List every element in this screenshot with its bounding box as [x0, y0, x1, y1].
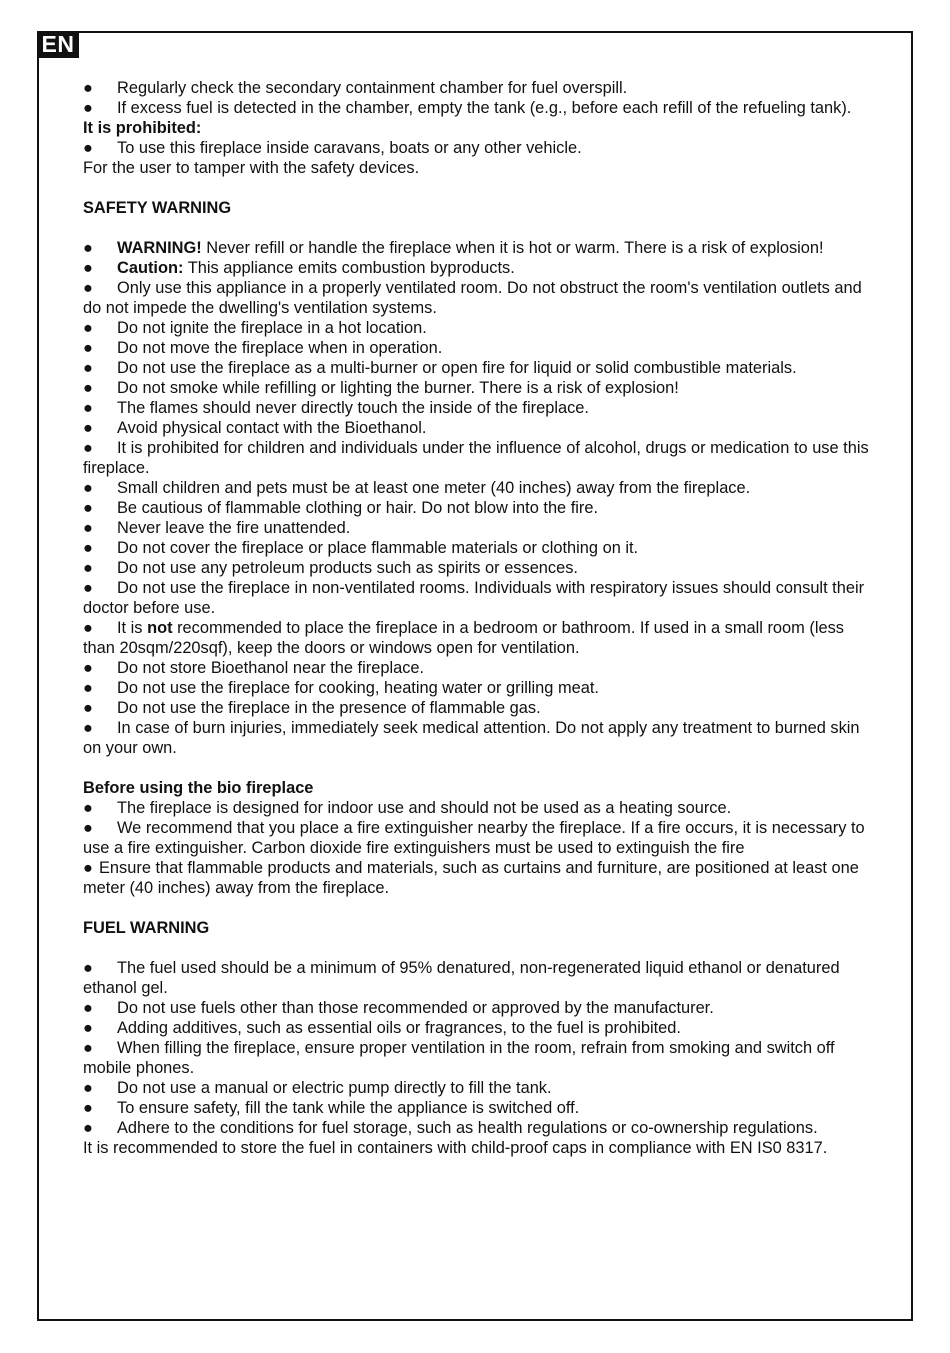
bullet-icon: ● — [83, 399, 93, 417]
bullet-icon: ● — [83, 419, 93, 437]
bullet-icon: ● — [83, 439, 93, 457]
list-item: ● It is not recommended to place the fireplace in a bedroom or bathroom. If used in a small room (less than 20sqm/220sqf), keep the doors or windows open for ventilation. — [83, 619, 844, 657]
bullet-icon: ● — [83, 479, 93, 497]
before-using-heading: Before using the bio fireplace — [83, 779, 314, 797]
list-item: ● Do not use the fireplace as a multi-burner or open fire for liquid or solid combustible materials. — [83, 359, 797, 377]
list-item: ● If excess fuel is detected in the chamber, empty the tank (e.g., before each refill of the refueling tank). — [83, 99, 852, 117]
list-item: ● When filling the fireplace, ensure proper ventilation in the room, refrain from smoking and switch off mobile phones. — [83, 1039, 835, 1077]
bullet-icon: ● — [83, 679, 93, 697]
bullet-icon: ● — [83, 659, 93, 677]
caution-label: Caution: — [117, 259, 184, 277]
bullet-icon: ● — [83, 239, 93, 257]
bullet-icon: ● — [83, 99, 93, 117]
bullet-icon: ● — [83, 799, 93, 817]
bullet-icon: ● — [83, 1079, 93, 1097]
bullet-icon: ● — [83, 619, 93, 637]
list-item: ● Do not store Bioethanol near the fireplace. — [83, 659, 425, 677]
list-item: ● Do not use any petroleum products such as spirits or essences. — [83, 559, 578, 577]
tamper-line: For the user to tamper with the safety devices. — [83, 159, 420, 177]
bullet-icon: ● — [83, 719, 93, 737]
list-item: ● Do not cover the fireplace or place flammable materials or clothing on it. — [83, 539, 639, 557]
bullet-icon: ● — [83, 559, 93, 577]
list-item: ● Do not ignite the fireplace in a hot location. — [83, 319, 427, 337]
bullet-icon: ● — [83, 819, 93, 837]
bullet-icon: ● — [83, 1119, 93, 1137]
bullet-icon: ● — [83, 499, 93, 517]
bullet-icon: ● — [83, 699, 93, 717]
list-item: ● Caution: This appliance emits combustion byproducts. — [83, 259, 515, 277]
list-item: ● Avoid physical contact with the Bioethanol. — [83, 419, 427, 437]
bullet-icon: ● — [83, 279, 93, 297]
bullet-icon: ● — [83, 379, 93, 397]
language-badge: EN — [37, 31, 79, 58]
bullet-icon: ● — [83, 519, 93, 537]
warning-label: WARNING! — [117, 239, 202, 257]
bullet-icon: ● — [83, 259, 93, 277]
list-item: ● We recommend that you place a fire extinguisher nearby the fireplace. If a fire occurs, it is necessary to use a fire extinguisher. Carbon dioxide fire extinguishers must be used to extinguish the fire — [83, 819, 865, 857]
bullet-icon: ● — [83, 1099, 93, 1117]
fuel-closing-note: It is recommended to store the fuel in containers with child-proof caps in compliance with EN IS0 8317. — [83, 1139, 828, 1157]
bullet-icon: ● — [83, 79, 93, 97]
bullet-icon: ● — [83, 579, 93, 597]
list-item: ● To use this fireplace inside caravans, boats or any other vehicle. — [83, 139, 582, 157]
list-item: ● Do not smoke while refilling or lighting the burner. There is a risk of explosion! — [83, 379, 679, 397]
list-item: ● Do not use the fireplace in the presence of flammable gas. — [83, 699, 541, 717]
list-item: ● Never leave the fire unattended. — [83, 519, 351, 537]
document-body — [83, 78, 873, 1158]
list-item: ● In case of burn injuries, immediately seek medical attention. Do not apply any treatment to burned skin on your own. — [83, 719, 860, 757]
list-item: ● The fuel used should be a minimum of 95% denatured, non-regenerated liquid ethanol or denatured ethanol gel. — [83, 959, 840, 997]
bullet-icon: ● — [83, 1039, 93, 1057]
list-item: ● Only use this appliance in a properly ventilated room. Do not obstruct the room's ventilation outlets and do not impede the dwelling's ventilation systems. — [83, 279, 862, 317]
list-item: ● Adding additives, such as essential oils or fragrances, to the fuel is prohibited. — [83, 1019, 681, 1037]
list-item: ● Regularly check the secondary containment chamber for fuel overspill. — [83, 79, 628, 97]
list-item: ● Be cautious of flammable clothing or hair. Do not blow into the fire. — [83, 499, 599, 517]
list-item: ● Do not move the fireplace when in operation. — [83, 339, 443, 357]
list-item: ● WARNING! Never refill or handle the fireplace when it is hot or warm. There is a risk of explosion! — [83, 239, 824, 257]
list-item: ● Do not use the fireplace in non-ventilated rooms. Individuals with respiratory issues should consult their doctor before use. — [83, 579, 865, 617]
list-item: ● The fireplace is designed for indoor use and should not be used as a heating source. — [83, 799, 732, 817]
list-item: ● Small children and pets must be at least one meter (40 inches) away from the fireplace. — [83, 479, 751, 497]
prohibited-heading: It is prohibited: — [83, 119, 202, 137]
list-item: ● The flames should never directly touch the inside of the fireplace. — [83, 399, 589, 417]
list-item: ● Ensure that flammable products and materials, such as curtains and furniture, are positioned at least one meter (40 inches) away from the fireplace. — [83, 859, 859, 897]
bullet-icon: ● — [83, 999, 93, 1017]
list-item: ● It is prohibited for children and individuals under the influence of alcohol, drugs or medication to use this fireplace. — [83, 439, 869, 477]
list-item: ● To ensure safety, fill the tank while the appliance is switched off. — [83, 1099, 580, 1117]
list-item: ● Adhere to the conditions for fuel storage, such as health regulations or co-ownership regulations. — [83, 1119, 818, 1137]
list-item: ● Do not use the fireplace for cooking, heating water or grilling meat. — [83, 679, 599, 697]
list-item: ● Do not use a manual or electric pump directly to fill the tank. — [83, 1079, 552, 1097]
safety-warning-heading: SAFETY WARNING — [83, 199, 232, 217]
bullet-icon: ● — [83, 539, 93, 557]
fuel-warning-heading: FUEL WARNING — [83, 919, 210, 937]
list-item: ● Do not use fuels other than those recommended or approved by the manufacturer. — [83, 999, 714, 1017]
bullet-icon: ● — [83, 1019, 93, 1037]
bullet-icon: ● — [83, 959, 93, 977]
bullet-icon: ● — [83, 319, 93, 337]
bullet-icon: ● — [83, 859, 93, 877]
bullet-icon: ● — [83, 139, 93, 157]
bullet-icon: ● — [83, 339, 93, 357]
bullet-icon: ● — [83, 359, 93, 377]
